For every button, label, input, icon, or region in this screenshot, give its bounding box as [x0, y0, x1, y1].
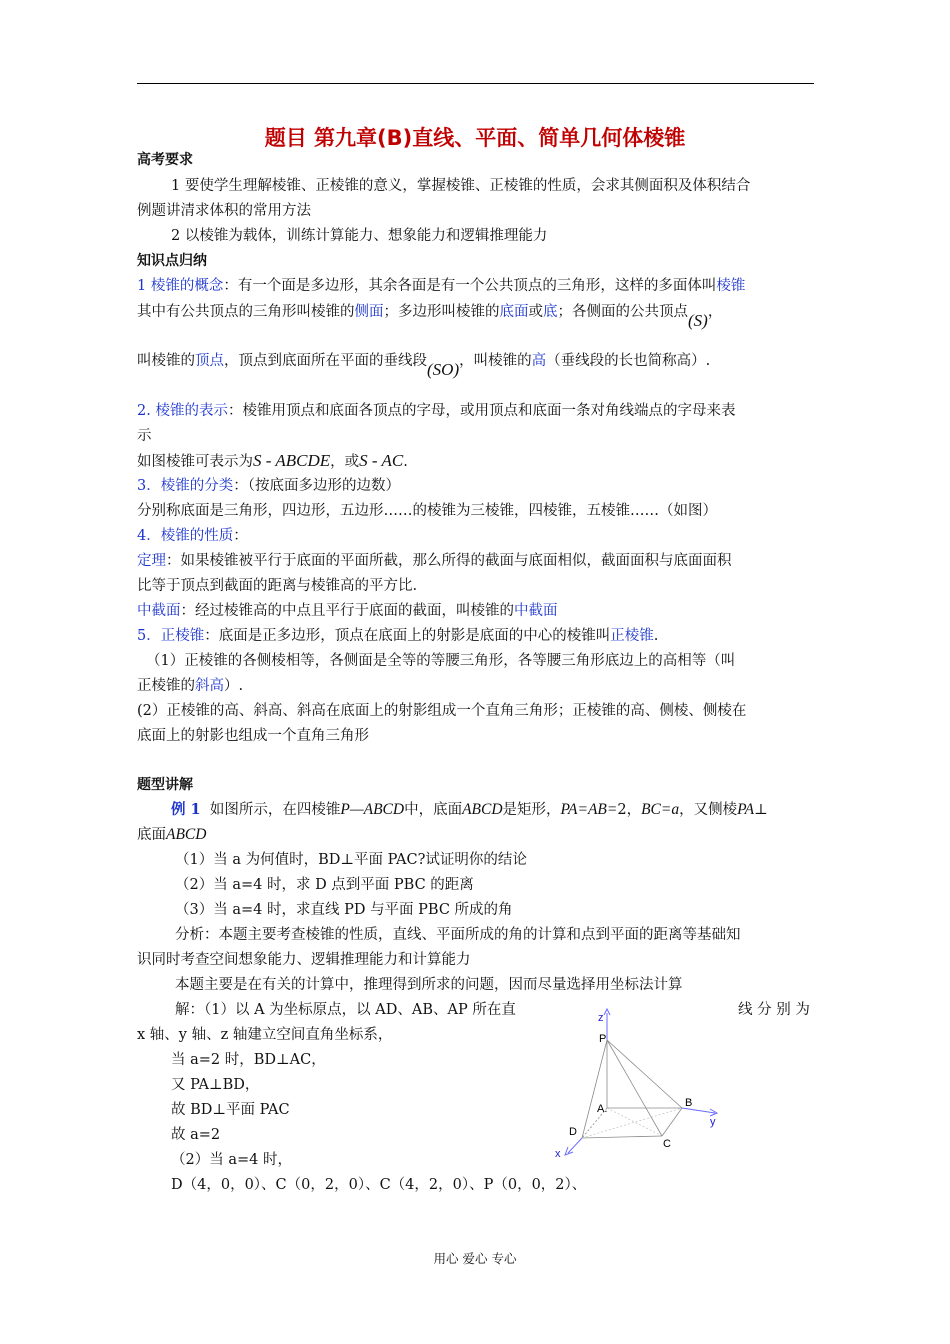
- midsection-label: 中截面: [137, 603, 181, 619]
- edge-pd: [582, 1040, 607, 1138]
- label-x: x: [555, 1148, 561, 1160]
- knowledge-1-text-e: 叫棱锥的: [137, 353, 195, 369]
- section-heading-requirements: 高考要求: [137, 152, 193, 168]
- knowledge-5-p1-line-1: （1）正棱锥的各侧棱相等，各侧面是全等的等腰三角形，各等腰三角形底边上的高相等（叫: [146, 653, 736, 669]
- math-s: (S): [688, 311, 708, 330]
- knowledge-2-text-d: ，或: [330, 454, 360, 470]
- example-intro-a: 如图所示，在四棱锥: [209, 802, 341, 818]
- solution-line-7: （2）当 a=4 时，: [171, 1152, 292, 1168]
- x-axis: [568, 1138, 582, 1153]
- term-base: 底面: [499, 304, 529, 320]
- example-perp: ⊥: [754, 802, 768, 818]
- midsection-text: ：经过棱锥高的中点且平行于底面的截面，叫棱锥的: [180, 603, 514, 619]
- solution-line-1: 解：（1）以 A 为坐标原点，以 AD、AB、AP 所在直: [175, 1002, 516, 1018]
- term-regular-pyramid: 正棱锥: [610, 628, 654, 644]
- term-height: 高: [531, 353, 547, 369]
- section-heading-examples: 题型讲解: [137, 777, 193, 793]
- example-1-line-2: [137, 825, 206, 845]
- page-footer: 用心 爱心 专心: [433, 1251, 517, 1266]
- edge-dc: [582, 1136, 662, 1138]
- math-s-ac: S - AC: [359, 451, 404, 470]
- example-intro-c: 是矩形，: [502, 802, 561, 818]
- knowledge-1-text-f: ，顶点到底面所在平面的垂线段: [224, 353, 427, 369]
- term-slant-height: 斜高: [195, 678, 224, 694]
- edge-cb: [662, 1108, 682, 1136]
- knowledge-3-line-2: 分别称底面是三角形，四边形，五边形……的棱锥为三棱锥，四棱锥，五棱锥……（如图）: [137, 503, 717, 519]
- example-label: 例 1: [171, 801, 201, 818]
- knowledge-5-p1-line-2: [137, 676, 243, 696]
- math-so: (SO): [427, 360, 460, 379]
- knowledge-4-label: 4．棱锥的性质: [137, 528, 234, 544]
- term-base-short: 底: [543, 304, 558, 320]
- knowledge-2-line-3: [137, 451, 408, 472]
- solution-line-2: x 轴、y 轴、z 轴建立空间直角坐标系，: [137, 1027, 393, 1043]
- knowledge-1-label: 1 棱锥的概念: [137, 278, 224, 294]
- example-intro-d: ，又侧棱: [679, 802, 738, 818]
- knowledge-2-label: 2. 棱锥的表示: [137, 403, 228, 419]
- knowledge-5-line-1: [137, 626, 658, 646]
- requirement-1-line-2: 例题讲清求体积的常用方法: [137, 203, 311, 219]
- label-p: P: [599, 1033, 607, 1045]
- example-bc: BC=a: [641, 801, 680, 818]
- solution-line-1-right: 线 分 别 为: [738, 1002, 810, 1018]
- example-abcd-2: ABCD: [166, 826, 207, 843]
- knowledge-1-text: ：有一个面是多边形，其余各面是有一个公共顶点的三角形，这样的多面体叫: [223, 278, 717, 294]
- knowledge-4-theorem-line-2: 比等于顶点到截面的距离与棱锥高的平方比.: [137, 578, 418, 594]
- knowledge-2-text: ：棱锥用顶点和底面各顶点的字母，或用顶点和底面一条对角线端点的字母来表: [227, 403, 736, 419]
- term-side-face: 侧面: [354, 304, 384, 320]
- theorem-text: ：如果棱锥被平行于底面的平面所截，那么所得的截面与底面相似，截面面积与底面面积: [166, 553, 732, 569]
- math-s-abcde: S - ABCDE: [253, 451, 331, 470]
- solution-line-4: 又 PA⊥BD，: [171, 1077, 260, 1093]
- knowledge-5-p2-line-1: (2）正棱锥的高、斜高、斜高在底面上的射影组成一个直角三角形；正棱锥的高、侧棱、侧棱在: [137, 703, 747, 719]
- requirement-2: 2 以棱锥为载体，训练计算能力、想象能力和逻辑推理能力: [171, 228, 548, 244]
- knowledge-1-line-2: [137, 301, 723, 330]
- pyramid-figure: [550, 1005, 730, 1165]
- knowledge-4-line-1: [137, 526, 248, 546]
- edge-pc: [607, 1040, 662, 1136]
- knowledge-1-comma: ，: [707, 304, 723, 320]
- theorem-label: 定理: [137, 553, 166, 569]
- analysis-line-3: 本题主要是在有关的计算中，推理得到所求的问题，因而尽量选择用坐标法计算: [175, 977, 683, 993]
- knowledge-1-text-g: ，叫棱锥的: [459, 353, 532, 369]
- example-question-1: （1）当 a 为何值时，BD⊥平面 PAC?试证明你的结论: [175, 852, 527, 868]
- knowledge-4-midsection: [137, 601, 558, 621]
- term-apex: 顶点: [195, 353, 224, 369]
- requirement-1-line-1: 1 要使学生理解棱锥、正棱锥的意义，掌握棱锥、正棱锥的性质，会求其侧面积及体积结合: [171, 178, 751, 194]
- section-heading-knowledge: 知识点归纳: [137, 253, 207, 269]
- example-pa: PA: [737, 801, 755, 818]
- knowledge-5-p1-end: ）.: [224, 678, 244, 694]
- example-question-3: （3）当 a=4 时，求直线 PD 与平面 PBC 所成的角: [175, 902, 513, 918]
- example-abcd: ABCD: [462, 801, 503, 818]
- knowledge-1-text-b: 其中有公共顶点的三角形叫棱锥的: [137, 304, 355, 320]
- edge-pb: [607, 1040, 682, 1108]
- example-two: 2，: [617, 802, 642, 818]
- knowledge-1-text-d: ；各侧面的公共顶点: [557, 304, 688, 320]
- knowledge-2-text-e: .: [403, 454, 408, 470]
- analysis-line-1: 分析：本题主要考查棱锥的性质，直线、平面所成的角的计算和点到平面的距离等基础知: [175, 927, 741, 943]
- knowledge-1-or: 或: [528, 304, 543, 320]
- example-p-abcd: P—ABCD: [340, 801, 405, 818]
- solution-line-5: 故 BD⊥平面 PAC: [171, 1102, 290, 1118]
- knowledge-1-text-c: ；多边形叫棱锥的: [383, 304, 500, 320]
- label-c: C: [663, 1138, 671, 1150]
- analysis-line-2: 识同时考查空间想象能力、逻辑推理能力和计算能力: [137, 952, 471, 968]
- label-a: A.: [597, 1103, 608, 1115]
- knowledge-3-label: 3．棱锥的分类: [137, 478, 234, 494]
- example-intro-e: 底面: [137, 827, 166, 843]
- header-rule: [137, 83, 814, 84]
- example-1-line-1: [171, 800, 768, 820]
- label-z: z: [598, 1012, 604, 1024]
- label-y: y: [710, 1116, 716, 1128]
- knowledge-3-line-1: [137, 476, 400, 496]
- knowledge-1-text-h: （垂线段的长也简称高）.: [546, 353, 711, 369]
- knowledge-5-p2-line-2: 底面上的射影也组成一个直角三角形: [137, 728, 369, 744]
- term-midsection: 中截面: [514, 603, 558, 619]
- knowledge-5-label: 5．正棱锥: [137, 628, 205, 644]
- term-cone: 棱锥: [716, 278, 746, 294]
- knowledge-4-theorem-line-1: [137, 551, 732, 571]
- knowledge-3-text: ：（按底面多边形的边数）: [233, 478, 400, 494]
- knowledge-4-colon: ：: [233, 528, 248, 544]
- knowledge-2-line-1: [137, 401, 735, 421]
- knowledge-5-p1-text: 正棱锥的: [137, 678, 195, 694]
- label-d: D: [569, 1126, 577, 1138]
- example-intro-b: 中，底面: [404, 802, 463, 818]
- knowledge-5-text: ：底面是正多边形，顶点在底面上的射影是底面的中心的棱锥叫: [204, 628, 611, 644]
- knowledge-2-text-c: 如图棱锥可表示为: [137, 454, 253, 470]
- solution-line-3: 当 a=2 时，BD⊥AC，: [171, 1052, 326, 1068]
- label-b: B: [685, 1097, 693, 1109]
- page-title: 题目 第九章(B)直线、平面、简单几何体棱锥: [264, 126, 686, 150]
- knowledge-1-line-3: [137, 350, 711, 379]
- solution-line-8: D（4，0，0）、C（0，2，0）、C（4，2，0）、P（0，0，2）、: [171, 1177, 587, 1193]
- example-pa-ab: PA=AB=: [560, 801, 618, 818]
- example-question-2: （2）当 a=4 时，求 D 点到平面 PBC 的距离: [175, 877, 474, 893]
- knowledge-5-dot: .: [653, 628, 659, 644]
- knowledge-2-line-2: 示: [137, 428, 152, 444]
- knowledge-1-line-1: [137, 276, 745, 296]
- solution-line-6: 故 a=2: [171, 1127, 221, 1143]
